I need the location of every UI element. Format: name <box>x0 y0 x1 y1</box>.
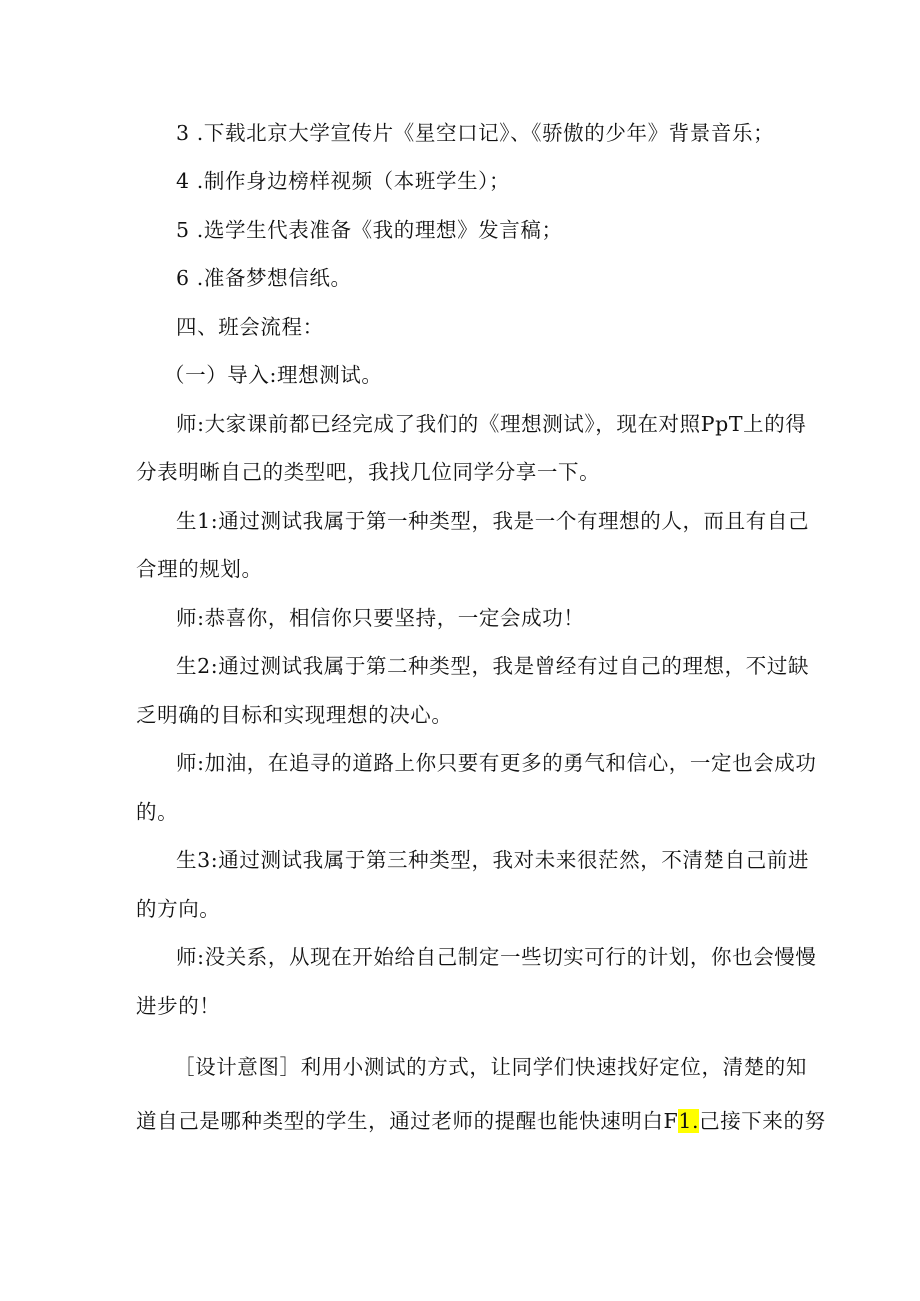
design-intent-line-last <box>136 1106 826 1136</box>
section-heading: 四、班会流程： <box>176 315 324 339</box>
text-before-highlight: 道自己是哪种类型的学生，通过老师的提醒也能快速明白F <box>136 1109 679 1133</box>
prep-item-3: 3 .下载北京大学宣传片《星空口记》、《骄傲的少年》背景音乐； <box>176 121 775 145</box>
subsection-heading: （一）导入:理想测试。 <box>164 363 383 387</box>
paragraph-line: 生2:通过测试我属于第二种类型，我是曾经有过自己的理想，不过缺 <box>176 654 810 678</box>
text-after-highlight: 己接下来的努 <box>699 1109 826 1133</box>
prep-item-4: 4 .制作身边榜样视频（本班学生）； <box>176 169 511 193</box>
highlighted-text: 1. <box>678 1109 700 1133</box>
paragraph-line: 进步的！ <box>136 994 221 1018</box>
paragraph-line: 师:恭喜你，相信你只要坚持，一定会成功！ <box>176 606 585 630</box>
design-intent-line: ［设计意图］利用小测试的方式，让同学们快速找好定位，清楚的知 <box>174 1055 807 1079</box>
prep-item-5: 5 .选学生代表准备《我的理想》发言稿； <box>176 218 563 242</box>
paragraph-line: 师:加油，在追寻的道路上你只要有更多的勇气和信心，一定也会成功 <box>176 751 817 775</box>
paragraph-line: 分表明晰自己的类型吧，我找几位同学分享一下。 <box>136 460 601 484</box>
paragraph-line: 师:没关系，从现在开始给自己制定一些切实可行的计划，你也会慢慢 <box>176 945 817 969</box>
paragraph-line: 的。 <box>136 800 179 824</box>
paragraph-line: 乏明确的目标和实现理想的决心。 <box>136 703 453 727</box>
prep-item-6: 6 .准备梦想信纸。 <box>176 266 352 290</box>
paragraph-line: 生1:通过测试我属于第一种类型，我是一个有理想的人，而且有自己 <box>176 509 810 533</box>
paragraph-line: 合理的规划。 <box>136 557 263 581</box>
paragraph-line: 师:大家课前都已经完成了我们的《理想测试》，现在对照PpT上的得 <box>176 412 807 436</box>
paragraph-line: 生3:通过测试我属于第三种类型，我对未来很茫然，不清楚自己前进 <box>176 848 810 872</box>
paragraph-line: 的方向。 <box>136 897 221 921</box>
